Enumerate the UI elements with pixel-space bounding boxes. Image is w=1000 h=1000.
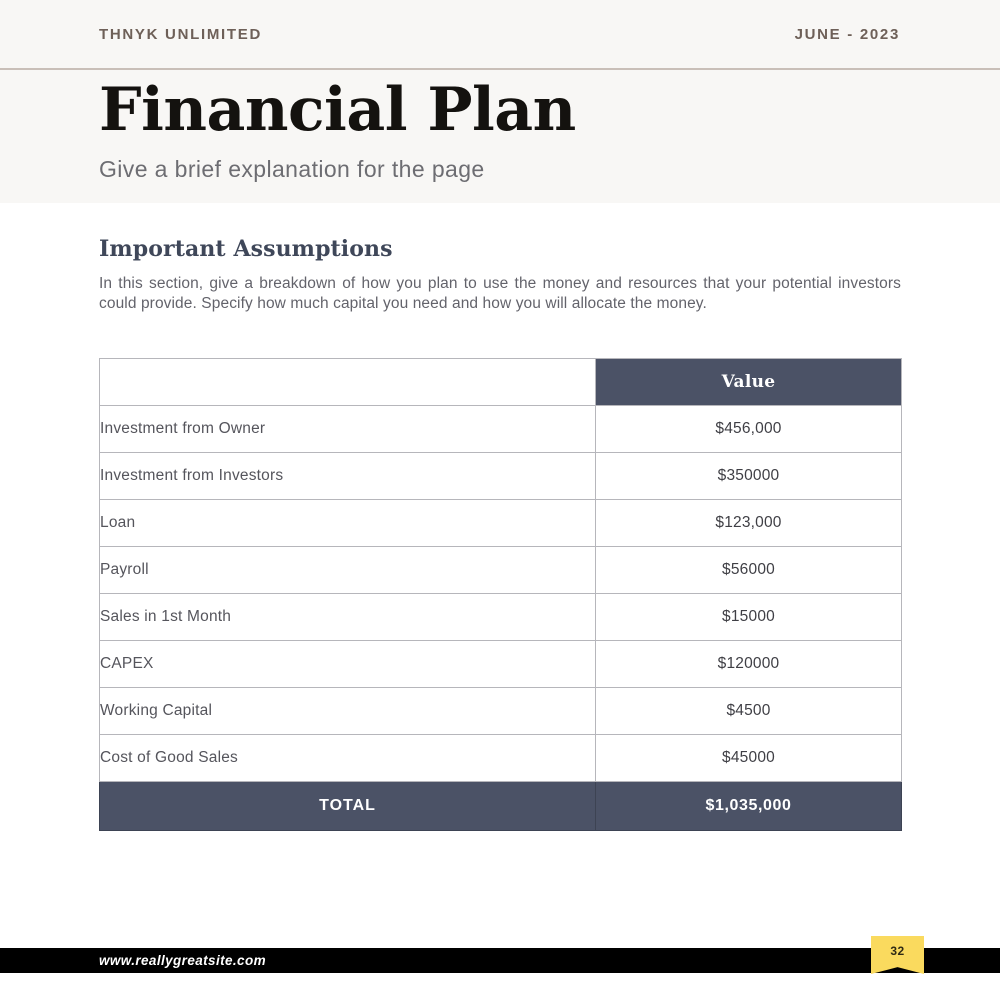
- section-heading: Important Assumptions: [99, 236, 393, 262]
- table-header-row: [100, 359, 902, 406]
- row-label: Payroll: [100, 547, 596, 594]
- row-label: Investment from Owner: [100, 406, 596, 453]
- table-row: [100, 594, 902, 641]
- row-value: $456,000: [596, 406, 902, 453]
- table-row: [100, 500, 902, 547]
- row-label: Loan: [100, 500, 596, 547]
- table-row: [100, 547, 902, 594]
- total-label: TOTAL: [100, 782, 596, 831]
- table-row: [100, 453, 902, 500]
- row-label: Working Capital: [100, 688, 596, 735]
- section-body-text: In this section, give a breakdown of how you plan to use the money and resources that your potential investors could provide. Specify how much capital you need and how you will allocate the money.: [99, 275, 901, 313]
- assumptions-table: [99, 358, 902, 831]
- footer-url[interactable]: www.reallygreatsite.com: [99, 953, 267, 968]
- row-value: $4500: [596, 688, 902, 735]
- table-row: [100, 735, 902, 782]
- table-row: [100, 641, 902, 688]
- row-value: $45000: [596, 735, 902, 782]
- page-title: Financial Plan: [99, 75, 576, 145]
- header-date: JUNE - 2023: [794, 25, 900, 43]
- page-number: 32: [890, 944, 905, 958]
- row-value: $15000: [596, 594, 902, 641]
- table-total-row: [100, 782, 902, 831]
- table-row: [100, 406, 902, 453]
- assumptions-section: [99, 236, 901, 315]
- title-block: [99, 75, 576, 183]
- brand-name: THNYK UNLIMITED: [99, 25, 262, 43]
- header-inner: [99, 0, 900, 68]
- row-value: $123,000: [596, 500, 902, 547]
- row-value: $56000: [596, 547, 902, 594]
- row-label: Cost of Good Sales: [100, 735, 596, 782]
- table-body: [100, 406, 902, 782]
- total-value: $1,035,000: [596, 782, 902, 831]
- row-value: $120000: [596, 641, 902, 688]
- table-head: [100, 359, 902, 406]
- row-label: CAPEX: [100, 641, 596, 688]
- page-header: [0, 0, 1000, 70]
- table-foot: [100, 782, 902, 831]
- row-label: Sales in 1st Month: [100, 594, 596, 641]
- column-header-label: [100, 359, 596, 406]
- page-subtitle: Give a brief explanation for the page: [99, 156, 485, 182]
- column-header-value: Value: [596, 359, 902, 406]
- row-value: $350000: [596, 453, 902, 500]
- row-label: Investment from Investors: [100, 453, 596, 500]
- table-row: [100, 688, 902, 735]
